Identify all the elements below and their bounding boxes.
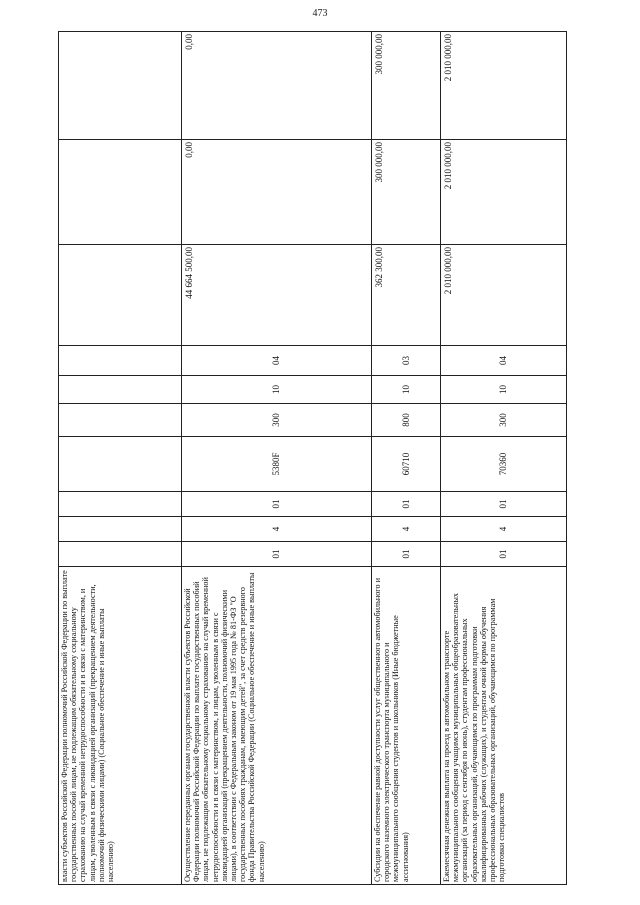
code-cell (59, 376, 182, 404)
code-cell (59, 437, 182, 492)
code-cell: 10 (441, 376, 567, 404)
amount-cell: 0,00 (182, 32, 372, 140)
amount-cell (59, 245, 182, 346)
table-row (441, 32, 567, 885)
amount-cell: 300 000,00 (372, 32, 441, 140)
code-cell: 10 (182, 376, 372, 404)
code-cell: 01 (372, 492, 441, 517)
code-cell: 01 (182, 542, 372, 567)
amount-cell: 0,00 (182, 140, 372, 245)
code-cell: 5380F (182, 437, 372, 492)
code-cell (59, 517, 182, 542)
code-cell: 03 (372, 346, 441, 376)
amount-cell: 2 010 000,00 (441, 32, 567, 140)
code-cell: 4 (441, 517, 567, 542)
table-row (372, 32, 441, 885)
code-cell: 300 (182, 404, 372, 437)
code-cell (59, 542, 182, 567)
code-cell: 60710 (372, 437, 441, 492)
amount-cell: 300 000,00 (372, 140, 441, 245)
code-cell: 01 (441, 492, 567, 517)
table-row (59, 32, 182, 885)
amount-cell (59, 32, 182, 140)
code-cell: 4 (372, 517, 441, 542)
row-description: Осуществление переданных органам государственной власти субъектов Российской Федерации полномочий Российской Федерации по выплате государственных пособий лицам, не подлежащим обязательному социальному страхованию на случай временной нетрудоспособности и в связи с материнством, и лицам, уволенным в связи с ликвидацией организаций (прекращением деятельности, полномочий физическими лицами), в соответствии с Федеральным законом от 19 мая 1995 года № 81-ФЗ "О государственных пособиях гражданам, имеющим детей", за счет средств резервного фонда Правительства Российской Федерации (Социальное обеспечение и иные выплаты населению) (182, 567, 372, 885)
amount-cell: 2 010 000,00 (441, 245, 567, 346)
row-description: Ежемесячная денежная выплата на проезд в автомобильном транспорте межмуниципального сообщения учащимся муниципальных общеобразовательных организаций (за период с сентября по июнь), студентам профессиональных образовательных организаций, обучающимся по программам подготовки квалифицированных рабочих (служащих), и студентам очной формы обучения профессиональных образовательных организаций, обучающимся по программам подготовки специалистов (441, 567, 567, 885)
code-cell: 800 (372, 404, 441, 437)
code-cell: 01 (182, 492, 372, 517)
amount-cell: 2 010 000,00 (441, 140, 567, 245)
code-cell: 4 (182, 517, 372, 542)
amount-cell (59, 140, 182, 245)
row-description: власти субъектов Российской Федерации полномочий Российской Федерации по выплате государственных пособий лицам, не подлежащим обязательному социальному страхованию на случай временной нетрудоспособности и в связи с материнством, и лицам, уволенным в связи с ликвидацией организаций (прекращением деятельности, полномочий физическими лицами) (Социальное обеспечение и иные выплаты населению) (59, 567, 182, 885)
code-cell: 70360 (441, 437, 567, 492)
code-cell: 300 (441, 404, 567, 437)
code-cell: 10 (372, 376, 441, 404)
code-cell (59, 492, 182, 517)
code-cell: 04 (441, 346, 567, 376)
amount-cell: 44 664 500,00 (182, 245, 372, 346)
budget-table (58, 31, 567, 885)
page-number: 473 (312, 8, 328, 19)
rotated-budget-table-container (58, 32, 566, 885)
row-description: Субсидии на обеспечение равной доступности услуг общественного автомобильного и городского наземного электрического транспорта муниципального и межмуниципального сообщения студентов и школьников (Иные бюджетные ассигнования) (372, 567, 441, 885)
code-cell: 01 (372, 542, 441, 567)
code-cell (59, 404, 182, 437)
code-cell: 01 (441, 542, 567, 567)
code-cell (59, 346, 182, 376)
amount-cell: 362 300,00 (372, 245, 441, 346)
table-row (182, 32, 372, 885)
code-cell: 04 (182, 346, 372, 376)
